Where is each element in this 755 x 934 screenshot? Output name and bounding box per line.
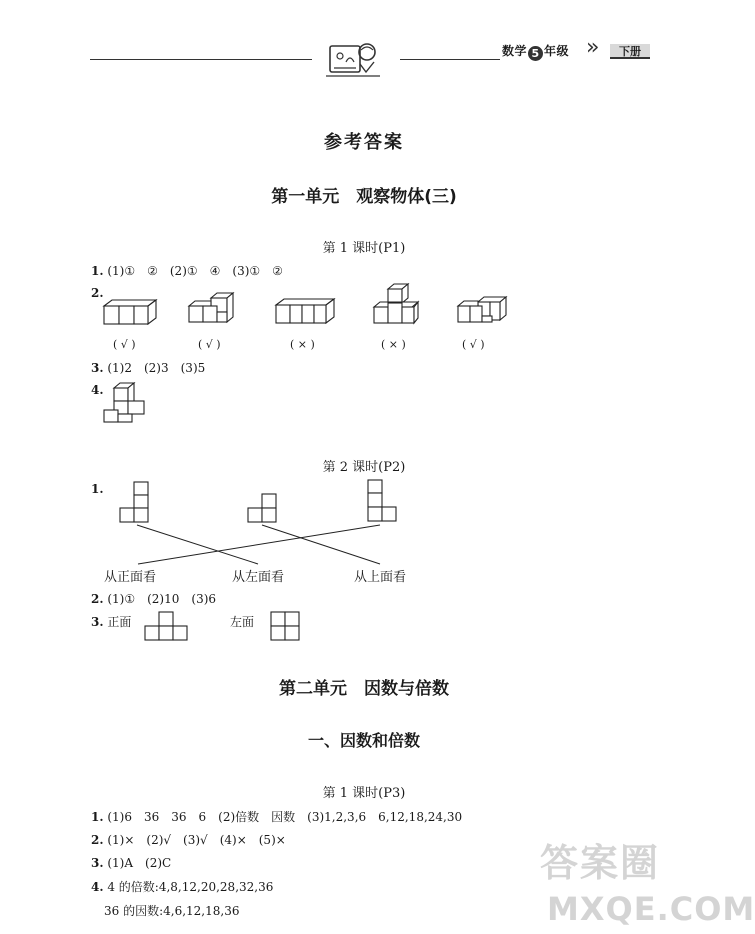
u1l2-q1: 1. bbox=[91, 482, 104, 496]
u1l1-q4: 4. bbox=[91, 383, 104, 397]
header-volume-tag: 下册 bbox=[610, 44, 650, 59]
q2-mark-1: ( √ ) bbox=[113, 338, 136, 351]
u2l1-q3: 3. (1)A (2)C bbox=[91, 856, 172, 870]
u2l1-q2: 2. (1)× (2)√ (3)√ (4)× (5)× bbox=[91, 833, 286, 847]
u1l1-q2: 2. bbox=[91, 286, 104, 300]
u1l2-q3-left-label: 左面 bbox=[230, 615, 255, 629]
view-label-top: 从上面看 bbox=[354, 570, 407, 585]
unit2-title: 第二单元 因数与倍数 bbox=[279, 679, 449, 699]
u1l2-q3: 3. 正面 bbox=[91, 615, 132, 629]
q2-mark-3: ( × ) bbox=[290, 338, 315, 351]
left-view-shape bbox=[271, 612, 301, 642]
page-title: 参考答案 bbox=[324, 132, 404, 153]
watermark-logo-text: 答案圈 bbox=[540, 841, 661, 885]
u2l1-q4-line2: 36 的因数:4,6,12,18,36 bbox=[104, 904, 240, 918]
u1l1-q3: 3. (1)2 (2)3 (3)5 bbox=[91, 361, 206, 375]
unit1-lesson1-title: 第 1 课时(P1) bbox=[322, 241, 406, 256]
view-label-left: 从左面看 bbox=[232, 570, 285, 585]
q2-mark-5: ( √ ) bbox=[462, 338, 485, 351]
q2-mark-4: ( × ) bbox=[381, 338, 406, 351]
unit1-title: 第一单元 观察物体(三) bbox=[271, 187, 457, 207]
front-view-shape bbox=[145, 612, 191, 642]
u1l2-q2: 2. (1)① (2)10 (3)6 bbox=[91, 592, 217, 606]
q2-mark-2: ( √ ) bbox=[198, 338, 221, 351]
grade-number-badge: 5 bbox=[528, 46, 543, 61]
watermark-url: MXQE.COM bbox=[547, 890, 755, 928]
unit2-section-title: 一、因数和倍数 bbox=[307, 731, 420, 750]
u2l1-q4: 4. 4 的倍数:4,8,12,20,28,32,36 bbox=[91, 880, 274, 894]
chevron-right-icon: » bbox=[586, 35, 592, 60]
header-subject: 数学 5 年级 bbox=[502, 44, 570, 60]
u2l1-q1: 1. (1)6 36 36 6 (2)倍数 因数 (3)1,2,3,6 6,12,18,24,30 bbox=[91, 810, 463, 824]
unit2-lesson1-title: 第 1 课时(P3) bbox=[322, 786, 406, 801]
u1l1-q1: 1. (1)① ② (2)① ④ (3)① ② bbox=[91, 264, 283, 278]
view-label-front: 从正面看 bbox=[104, 570, 157, 585]
unit1-lesson2-title: 第 2 课时(P2) bbox=[322, 460, 406, 475]
